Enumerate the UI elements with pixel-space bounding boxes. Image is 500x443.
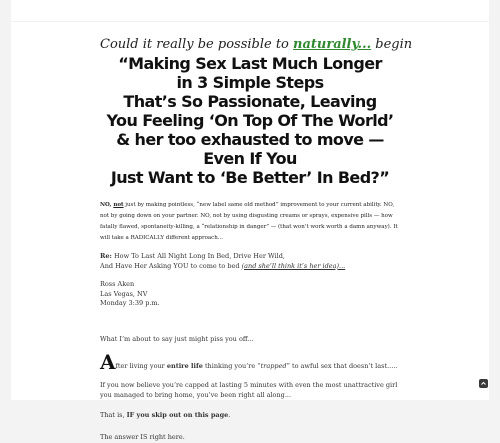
pre-headline xyxy=(100,36,413,53)
text-italic: trapped xyxy=(260,361,287,370)
headline-line: “Making Sex Last Much Longer xyxy=(118,54,382,73)
signature-place: Las Vegas, NV xyxy=(100,289,148,298)
text-bold: IF you skip out on this page xyxy=(126,410,229,419)
re-text-2: And Have Her Asking YOU to come to bed xyxy=(100,261,242,270)
intro-no: NO, xyxy=(100,202,114,208)
body-paragraph: The answer IS right here. xyxy=(100,433,185,441)
chevron-up-icon xyxy=(479,379,488,388)
intro-not: not xyxy=(113,202,124,208)
re-block xyxy=(100,252,400,271)
drop-cap: A xyxy=(100,349,116,374)
text-run: fter living your xyxy=(115,361,167,370)
headline xyxy=(100,54,400,187)
intro-paragraph xyxy=(100,200,400,244)
signature-time: Monday 3:39 p.m. xyxy=(100,299,160,307)
re-label: Re: xyxy=(100,252,112,260)
body-paragraph: What I’m about to say just might piss you off... xyxy=(100,334,254,343)
re-line-1 xyxy=(100,252,400,262)
body-paragraph xyxy=(100,410,400,421)
text-run: thinking you’re “ xyxy=(202,361,261,370)
re-line-2 xyxy=(100,262,400,272)
sales-letter xyxy=(100,36,413,443)
re-text-1: How To Last All Night Long In Bed, Drive Her Wild, xyxy=(111,252,285,260)
headline-line: You Feeling ‘On Top Of The World’ xyxy=(106,111,394,130)
text-run: . xyxy=(228,410,231,419)
headline-line: Even If You xyxy=(203,149,297,168)
body-paragraph: If you now believe you’re capped at lasting 5 minutes with even the most unattractive girl you managed to bring home, you’ve been right all along... xyxy=(100,380,398,399)
dropcap-text xyxy=(116,362,398,371)
page-container xyxy=(11,0,489,441)
pre-headline-text: Could it really be possible to xyxy=(100,37,294,52)
text-run: That is, xyxy=(100,410,127,419)
intro-rest: just by making pointless, “new label same old method” improvement to your current ability. NO, not by going down on your partner. NO, not by using disgusting creams or sprays, expensive pills — how fatally flawed, spontaneity-killing, a “relationship in danger” — (that won’t work worth a damn anyway). It will take a RADICALLY different approach... xyxy=(100,202,398,241)
re-underlined: (and she’ll think it’s her idea)... xyxy=(241,261,346,270)
headline-line: & her too exhausted to move — xyxy=(116,130,384,149)
top-bar xyxy=(11,0,489,22)
headline-line: That’s So Passionate, Leaving xyxy=(123,92,377,111)
naturally-emphasis: naturally... xyxy=(293,37,372,52)
signature-name: Ross Aken xyxy=(100,280,135,288)
pre-headline-tail: begin xyxy=(371,37,413,52)
scroll-to-top-button[interactable] xyxy=(479,379,488,388)
text-run: ” to awful sex that doesn’t last..... xyxy=(286,361,398,370)
headline-line: Just Want to ‘Be Better’ In Bed?” xyxy=(110,168,390,187)
signature-block xyxy=(100,280,400,309)
dropcap-paragraph xyxy=(100,349,400,374)
headline-line: in 3 Simple Steps xyxy=(176,73,324,92)
text-bold: entire life xyxy=(166,361,203,370)
